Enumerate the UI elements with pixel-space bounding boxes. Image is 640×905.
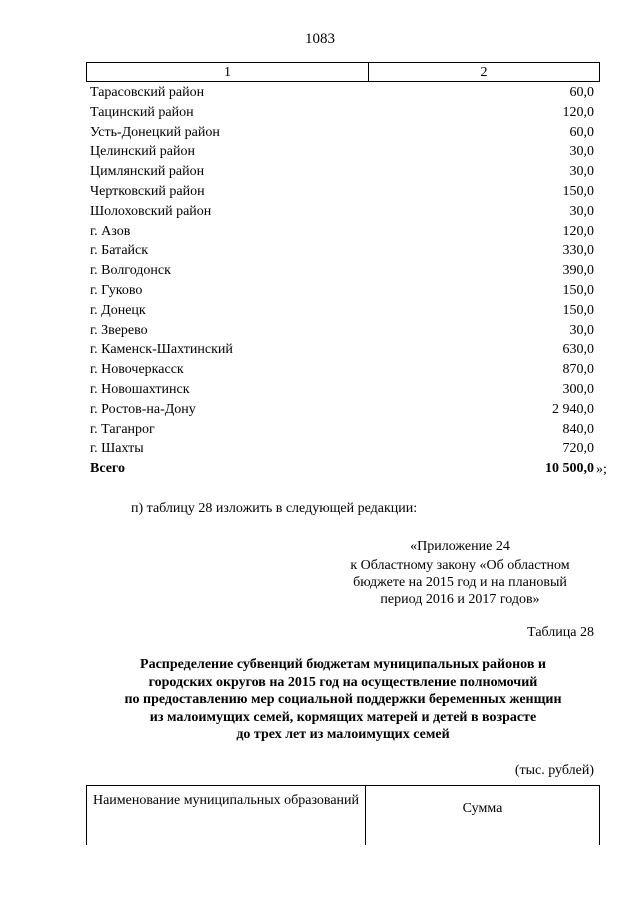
table-row [90,281,594,301]
table28-header-row [86,785,600,845]
table-row [90,321,594,341]
heading-line: Распределение субвенций бюджетам муниципальных районов и [140,657,546,672]
municipality-name: г. Таганрог [90,421,155,437]
subvention-amount: 30,0 [569,164,594,180]
municipality-name: г. Новочеркасск [90,362,184,378]
subvention-amount: 150,0 [562,183,594,199]
table-row [90,222,594,242]
municipality-name: г. Донецк [90,302,146,318]
subvention-amount: 120,0 [562,104,594,120]
municipality-name: г. Новошахтинск [90,381,190,397]
amendment-instruction: п) таблицу 28 изложить в следующей редакции: [131,501,418,516]
table-row [90,162,594,182]
table-row [90,123,594,143]
units-label: (тыс. рублей) [514,763,594,778]
heading-line: по предоставлению мер социальной поддержки беременных женщин [124,692,562,707]
municipality-name: Тарасовский район [90,85,205,100]
heading-line: из малоимущих семей, кормящих матерей и детей в возрасте [149,709,537,725]
subvention-amount: 150,0 [562,302,594,318]
appendix-title: «Приложение 24 [410,539,510,554]
municipality-name: г. Батайск [90,243,149,259]
table-header-row [86,62,600,82]
table-row [90,142,594,162]
subvention-amount: 30,0 [569,203,594,219]
total-label: Всего [90,461,125,477]
table-row [90,301,594,321]
heading-line: городских округов на 2015 год на осуществление полномочий [148,674,538,690]
subvention-amount: 60,0 [569,85,594,100]
closing-quote-suffix: »; [596,462,607,477]
subvention-amount: 30,0 [569,322,594,338]
municipality-name: г. Шахты [90,441,144,457]
table-row [90,182,594,202]
total-row [90,459,594,479]
subvention-table-body [90,83,594,479]
subvention-amount: 630,0 [562,342,594,358]
municipality-name: г. Гуково [90,282,143,298]
table-row [90,420,594,440]
subvention-amount: 330,0 [562,243,594,259]
subvention-amount: 60,0 [569,124,594,140]
column-header-sum: Сумма [462,801,503,816]
municipality-name: Цимлянский район [90,164,205,180]
municipality-name: г. Каменск-Шахтинский [90,342,233,358]
table-row [90,400,594,420]
municipality-name: Целинский район [90,144,195,160]
municipality-name: Усть-Донецкий район [90,124,220,140]
subvention-amount: 870,0 [562,362,594,378]
heading-line: до трех лет из малоимущих семей [236,727,450,742]
subvention-amount: 30,0 [569,144,594,160]
municipality-name: г. Ростов-на-Дону [90,401,196,417]
subvention-amount: 840,0 [562,421,594,437]
table-row [90,360,594,380]
subvention-amount: 720,0 [562,441,594,457]
municipality-name: г. Азов [90,223,131,239]
municipality-name: г. Зверево [90,322,148,338]
table-label: Таблица 28 [527,625,594,640]
table-heading [80,656,606,744]
municipality-name: г. Волгодонск [90,263,171,279]
appendix-reference [330,538,590,608]
table-row [90,241,594,261]
subvention-amount: 2 940,0 [552,401,594,417]
table-row [90,83,594,103]
subvention-amount: 150,0 [562,282,594,298]
table-row [90,202,594,222]
subvention-amount: 390,0 [562,263,594,279]
table-row [90,380,594,400]
table-row [90,261,594,281]
subvention-amount: 300,0 [562,381,594,397]
subvention-amount: 120,0 [562,223,594,239]
municipality-name: Чертковский район [90,183,205,199]
appendix-line: к Областному закону «Об областном [350,558,570,573]
page-number: 1083 [305,31,335,47]
table-row [90,340,594,360]
appendix-line: бюджете на 2015 год и на плановый [353,575,567,590]
table-row [90,103,594,123]
table-row [90,439,594,459]
municipality-name: Тацинский район [90,104,194,120]
column-header-municipality: Наименование муниципальных образований [92,793,360,808]
column-header-1: 1 [224,65,231,80]
column-header-2: 2 [480,65,488,80]
appendix-line: период 2016 и 2017 годов» [380,592,540,607]
total-value: 10 500,0 [545,461,594,477]
municipality-name: Шолоховский район [90,203,212,219]
